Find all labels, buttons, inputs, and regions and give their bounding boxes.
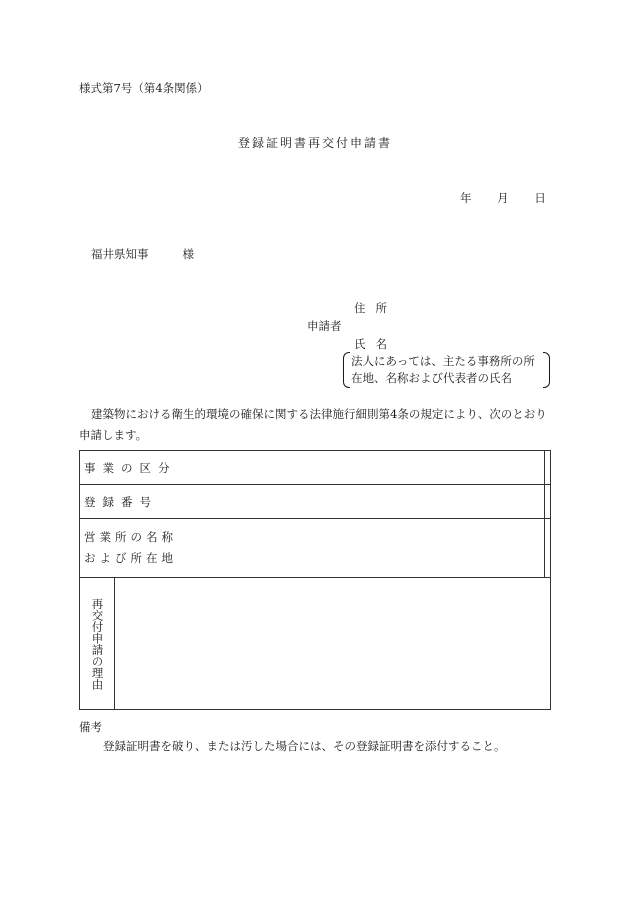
reissue-reason-field[interactable] bbox=[115, 578, 551, 710]
reissue-reason-label: 再交付申請の理由 bbox=[90, 598, 105, 690]
remarks-heading: 備考 bbox=[79, 720, 102, 734]
body-line1: 建築物における衛生的環境の確保に関する法律施行細則第4条の規定により、次のとおり bbox=[91, 407, 547, 421]
table-row bbox=[80, 578, 551, 710]
document-title: 登録証明書再交付申請書 bbox=[237, 136, 392, 150]
address-label: 住所 bbox=[354, 301, 397, 315]
registration-number-field[interactable] bbox=[544, 485, 550, 519]
application-table bbox=[79, 450, 551, 710]
left-bracket bbox=[343, 352, 350, 388]
name-label: 氏名 bbox=[354, 337, 397, 351]
body-text bbox=[79, 404, 551, 446]
table-row bbox=[80, 519, 551, 578]
office-label bbox=[80, 519, 545, 578]
applicant-label: 申請者 bbox=[307, 319, 342, 333]
corporate-note bbox=[343, 352, 550, 388]
registration-number-label: 登録番号 bbox=[80, 485, 545, 519]
corporate-note-line1: 法人にあっては、主たる事務所の所 bbox=[351, 354, 535, 368]
form-number: 様式第7号（第4条関係） bbox=[79, 81, 209, 95]
table-row bbox=[80, 451, 551, 485]
date-month-label: 月 bbox=[497, 191, 509, 205]
office-location-label: および所在地 bbox=[84, 551, 177, 565]
corporate-note-text bbox=[351, 353, 535, 387]
addressee-name: 福井県知事 bbox=[91, 247, 149, 261]
date-line bbox=[460, 190, 546, 206]
reissue-reason-label-cell bbox=[80, 578, 115, 710]
date-day-label: 日 bbox=[534, 191, 546, 205]
business-category-field[interactable] bbox=[544, 451, 550, 485]
table-row bbox=[80, 485, 551, 519]
corporate-note-line2: 在地、名称および代表者の氏名 bbox=[351, 371, 512, 385]
office-name-label: 営業所の名称 bbox=[84, 530, 177, 544]
remarks-text: 登録証明書を破り、または汚した場合には、その登録証明書を添付すること。 bbox=[103, 739, 506, 753]
business-category-label: 事業の区分 bbox=[80, 451, 545, 485]
date-year-label: 年 bbox=[460, 191, 472, 205]
addressee bbox=[91, 246, 194, 262]
addressee-honorific: 様 bbox=[182, 247, 194, 261]
office-field[interactable] bbox=[544, 519, 550, 578]
right-bracket bbox=[543, 352, 550, 388]
body-line2: 申請します。 bbox=[79, 428, 148, 442]
